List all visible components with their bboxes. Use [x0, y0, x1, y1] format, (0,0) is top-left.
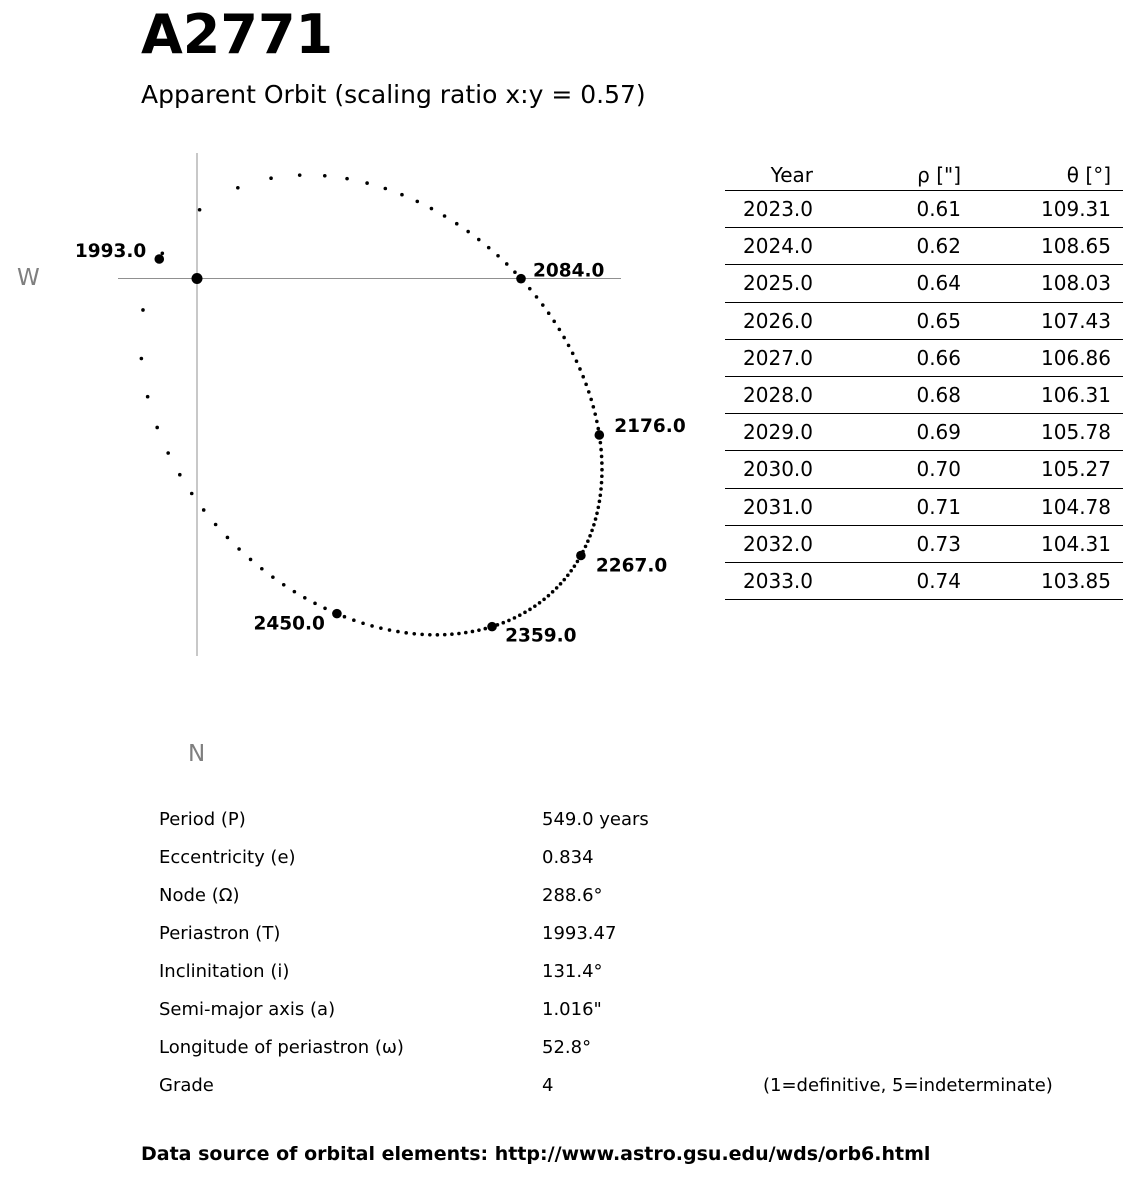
- orbit-dot: [542, 598, 546, 602]
- orbit-dot: [584, 383, 588, 387]
- orbit-dot: [595, 420, 599, 424]
- epoch-dot: [516, 274, 526, 284]
- orbit-dot: [271, 575, 275, 579]
- orbit-dot: [555, 586, 559, 590]
- orbit-dot: [581, 375, 585, 379]
- orbit-dot: [592, 405, 596, 409]
- orbit-dot: [384, 187, 388, 191]
- orbit-dot: [513, 270, 517, 274]
- orbit-dot: [571, 352, 575, 356]
- orbit-dot: [600, 468, 604, 472]
- table-row: [725, 228, 1123, 265]
- orbit-dot: [541, 303, 545, 307]
- element-label: Periastron (T): [159, 922, 281, 944]
- col-header-theta: θ [°]: [1066, 163, 1111, 187]
- north-axis-label: N: [188, 741, 206, 767]
- col-header-rho: ρ ["]: [917, 163, 961, 187]
- orbit-dot: [313, 602, 317, 606]
- table-row: [725, 303, 1123, 340]
- table-row: [725, 451, 1123, 488]
- orbit-dot: [600, 481, 604, 485]
- epoch-dot: [595, 430, 605, 440]
- orbit-dot: [588, 534, 592, 538]
- orbit-dot: [552, 320, 556, 324]
- element-label: Node (Ω): [159, 884, 240, 906]
- rho-cell: 0.64: [916, 271, 961, 296]
- orbital-elements-list: [159, 800, 1089, 1104]
- data-source-footer: Data source of orbital elements: http://www.astro.gsu.edu/wds/orb6.html: [141, 1143, 931, 1165]
- orbit-dot: [155, 426, 159, 430]
- table-row: [725, 265, 1123, 302]
- col-header-year: Year: [770, 163, 813, 187]
- orbit-dot: [576, 560, 580, 564]
- orbit-dot: [528, 608, 532, 612]
- element-row: [159, 800, 1089, 838]
- orbit-dot: [141, 308, 145, 312]
- orbit-dot: [533, 604, 537, 608]
- theta-cell: 105.27: [1041, 457, 1111, 482]
- orbit-dot: [178, 473, 182, 477]
- orbit-dot: [487, 246, 491, 250]
- orbit-dot: [596, 427, 600, 431]
- orbit-dot: [599, 441, 603, 445]
- orbit-dot: [586, 539, 590, 543]
- orbit-dot: [590, 529, 594, 533]
- element-value: 1993.47: [542, 922, 617, 944]
- element-value: 0.834: [542, 846, 594, 868]
- orbit-dot: [361, 621, 365, 625]
- orbit-dot: [226, 536, 230, 540]
- orbit-dot: [535, 295, 539, 299]
- epoch-dot: [576, 551, 586, 561]
- year-cell: 2029.0: [743, 420, 813, 445]
- orbit-dot: [471, 630, 475, 634]
- element-value: 4: [542, 1074, 554, 1096]
- rho-cell: 0.62: [916, 234, 961, 259]
- orbit-dot: [523, 611, 527, 615]
- table-row: [725, 340, 1123, 377]
- theta-cell: 105.78: [1041, 420, 1111, 445]
- year-cell: 2033.0: [743, 568, 813, 593]
- orbit-dot: [352, 618, 356, 622]
- orbit-dot: [584, 545, 588, 549]
- year-cell: 2026.0: [743, 308, 813, 333]
- table-row: [725, 526, 1123, 563]
- orbit-dot: [282, 583, 286, 587]
- theta-cell: 104.78: [1041, 494, 1111, 519]
- epoch-dot: [332, 609, 342, 619]
- epoch-label: 2084.0: [533, 260, 605, 282]
- element-row: [159, 838, 1089, 876]
- orbit-dot: [404, 631, 408, 635]
- orbit-dot: [396, 630, 400, 634]
- orbit-dot: [323, 174, 327, 178]
- orbit-dot: [323, 607, 327, 611]
- orbit-dot: [214, 523, 218, 527]
- orbit-dot: [518, 613, 522, 617]
- ephemeris-table: [725, 160, 1123, 600]
- element-label: Period (P): [159, 808, 246, 830]
- orbit-dot: [589, 398, 593, 402]
- table-row: [725, 563, 1123, 600]
- orbit-dot: [415, 200, 419, 204]
- orbit-dot: [513, 616, 517, 620]
- orbit-dot: [140, 357, 144, 361]
- orbit-dot: [599, 493, 603, 497]
- table-header-row: [725, 160, 1123, 191]
- element-row: [159, 990, 1089, 1028]
- orbit-dot: [249, 558, 253, 562]
- epoch-label: 2450.0: [253, 613, 325, 635]
- element-value: 131.4°: [542, 960, 603, 982]
- orbit-dot: [573, 564, 577, 568]
- orbit-dot: [598, 500, 602, 504]
- orbit-dot: [237, 547, 241, 551]
- orbit-dot: [420, 633, 424, 637]
- orbit-dot: [400, 193, 404, 197]
- orbit-dot: [595, 511, 599, 515]
- table-row: [725, 191, 1123, 228]
- orbit-dot: [567, 344, 571, 348]
- orbit-dot: [575, 359, 579, 363]
- rho-cell: 0.69: [916, 420, 961, 445]
- orbit-dot: [146, 395, 150, 399]
- orbit-dot: [388, 628, 392, 632]
- orbit-dot: [436, 633, 440, 637]
- element-label: Inclinitation (i): [159, 960, 290, 982]
- orbit-dot: [594, 517, 598, 521]
- element-row: [159, 1028, 1089, 1066]
- element-row: [159, 1066, 1089, 1104]
- orbit-dot: [496, 254, 500, 258]
- orbit-dot: [430, 207, 434, 211]
- orbit-dot: [600, 455, 604, 459]
- orbit-dot: [450, 632, 454, 636]
- orbit-dot: [202, 508, 206, 512]
- orbit-dot: [547, 311, 551, 315]
- orbit-dot: [370, 624, 374, 628]
- year-cell: 2027.0: [743, 345, 813, 370]
- table-row: [725, 414, 1123, 451]
- rho-cell: 0.71: [916, 494, 961, 519]
- orbit-dot: [559, 582, 563, 586]
- orbit-dot: [198, 208, 202, 212]
- theta-cell: 103.85: [1041, 568, 1111, 593]
- orbit-dot: [464, 631, 468, 635]
- orbit-dot: [592, 523, 596, 527]
- orbit-dot: [190, 492, 194, 496]
- element-row: [159, 914, 1089, 952]
- element-label: Eccentricity (e): [159, 846, 296, 868]
- orbit-dot: [345, 177, 349, 181]
- orbit-dot: [600, 474, 604, 478]
- theta-cell: 104.31: [1041, 531, 1111, 556]
- year-cell: 2030.0: [743, 457, 813, 482]
- table-row: [725, 377, 1123, 414]
- rho-cell: 0.73: [916, 531, 961, 556]
- element-value: 288.6°: [542, 884, 603, 906]
- orbit-dot: [477, 628, 481, 632]
- orbit-dot: [538, 601, 542, 605]
- rho-cell: 0.61: [916, 197, 961, 222]
- orbit-dot: [298, 173, 302, 177]
- year-cell: 2025.0: [743, 271, 813, 296]
- rho-cell: 0.74: [916, 568, 961, 593]
- orbit-dot: [483, 627, 487, 631]
- orbit-dot: [551, 590, 555, 594]
- epoch-label: 2359.0: [505, 625, 577, 647]
- orbit-dot: [303, 596, 307, 600]
- rho-cell: 0.70: [916, 457, 961, 482]
- orbit-dot: [293, 590, 297, 594]
- table-row: [725, 489, 1123, 526]
- orbit-dot: [569, 569, 573, 573]
- element-value: 1.016": [542, 998, 602, 1020]
- orbit-dot: [455, 222, 459, 226]
- orbit-dot: [443, 633, 447, 637]
- epoch-label: 1993.0: [74, 241, 147, 262]
- epoch-dot: [487, 622, 497, 632]
- orbit-dot: [599, 487, 603, 491]
- epoch-label: 2267.0: [595, 555, 668, 577]
- rho-cell: 0.68: [916, 383, 961, 408]
- orbit-dot: [379, 626, 383, 630]
- table-body: [725, 191, 1123, 600]
- orbit-dot: [562, 336, 566, 340]
- theta-cell: 109.31: [1041, 197, 1111, 222]
- orbit-dot: [505, 262, 509, 266]
- west-axis-label: W: [17, 265, 40, 291]
- page-title: A2771: [141, 3, 334, 66]
- orbit-dot: [597, 506, 601, 510]
- year-cell: 2028.0: [743, 383, 813, 408]
- orbit-dot: [260, 567, 264, 571]
- orbit-dot: [269, 176, 273, 180]
- grade-scale-note: (1=definitive, 5=indeterminate): [763, 1074, 1053, 1096]
- theta-cell: 106.86: [1041, 345, 1111, 370]
- orbit-dot: [528, 287, 532, 291]
- orbit-dot: [558, 328, 562, 332]
- orbit-dot: [501, 621, 505, 625]
- theta-cell: 108.03: [1041, 271, 1111, 296]
- element-label: Grade: [159, 1074, 214, 1096]
- orbit-dot: [365, 181, 369, 185]
- orbit-dot: [457, 632, 461, 636]
- epoch-dot: [154, 254, 164, 264]
- year-cell: 2023.0: [743, 197, 813, 222]
- orbit-dot: [578, 367, 582, 371]
- element-row: [159, 952, 1089, 990]
- element-value: 549.0 years: [542, 808, 649, 830]
- orbit-dot: [547, 594, 551, 598]
- orbit-dot: [593, 412, 597, 416]
- year-cell: 2031.0: [743, 494, 813, 519]
- origin-star-dot: [192, 273, 203, 284]
- orbit-dot: [412, 632, 416, 636]
- element-label: Semi-major axis (a): [159, 998, 336, 1020]
- orbit-dot: [443, 214, 447, 218]
- rho-cell: 0.66: [916, 345, 961, 370]
- orbit-dot: [477, 238, 481, 242]
- element-value: 52.8°: [542, 1036, 592, 1058]
- orbit-dot: [600, 461, 604, 465]
- orbit-dot: [507, 619, 511, 623]
- year-cell: 2032.0: [743, 531, 813, 556]
- theta-cell: 108.65: [1041, 234, 1111, 259]
- year-cell: 2024.0: [743, 234, 813, 259]
- orbit-dot: [566, 573, 570, 577]
- orbit-dot: [343, 615, 347, 619]
- theta-cell: 107.43: [1041, 308, 1111, 333]
- rho-cell: 0.65: [916, 308, 961, 333]
- theta-cell: 106.31: [1041, 383, 1111, 408]
- epoch-label: 2176.0: [614, 416, 686, 437]
- orbit-dot: [587, 390, 591, 394]
- orbit-dot: [236, 186, 240, 190]
- element-row: [159, 876, 1089, 914]
- page-subtitle: Apparent Orbit (scaling ratio x:y = 0.57): [141, 80, 646, 109]
- orbit-dot: [166, 451, 170, 455]
- orbit-dot: [562, 578, 566, 582]
- element-label: Longitude of periastron (ω): [159, 1036, 404, 1058]
- orbit-dot: [466, 230, 470, 234]
- orbit-dot: [428, 633, 432, 637]
- orbit-dot: [599, 448, 603, 452]
